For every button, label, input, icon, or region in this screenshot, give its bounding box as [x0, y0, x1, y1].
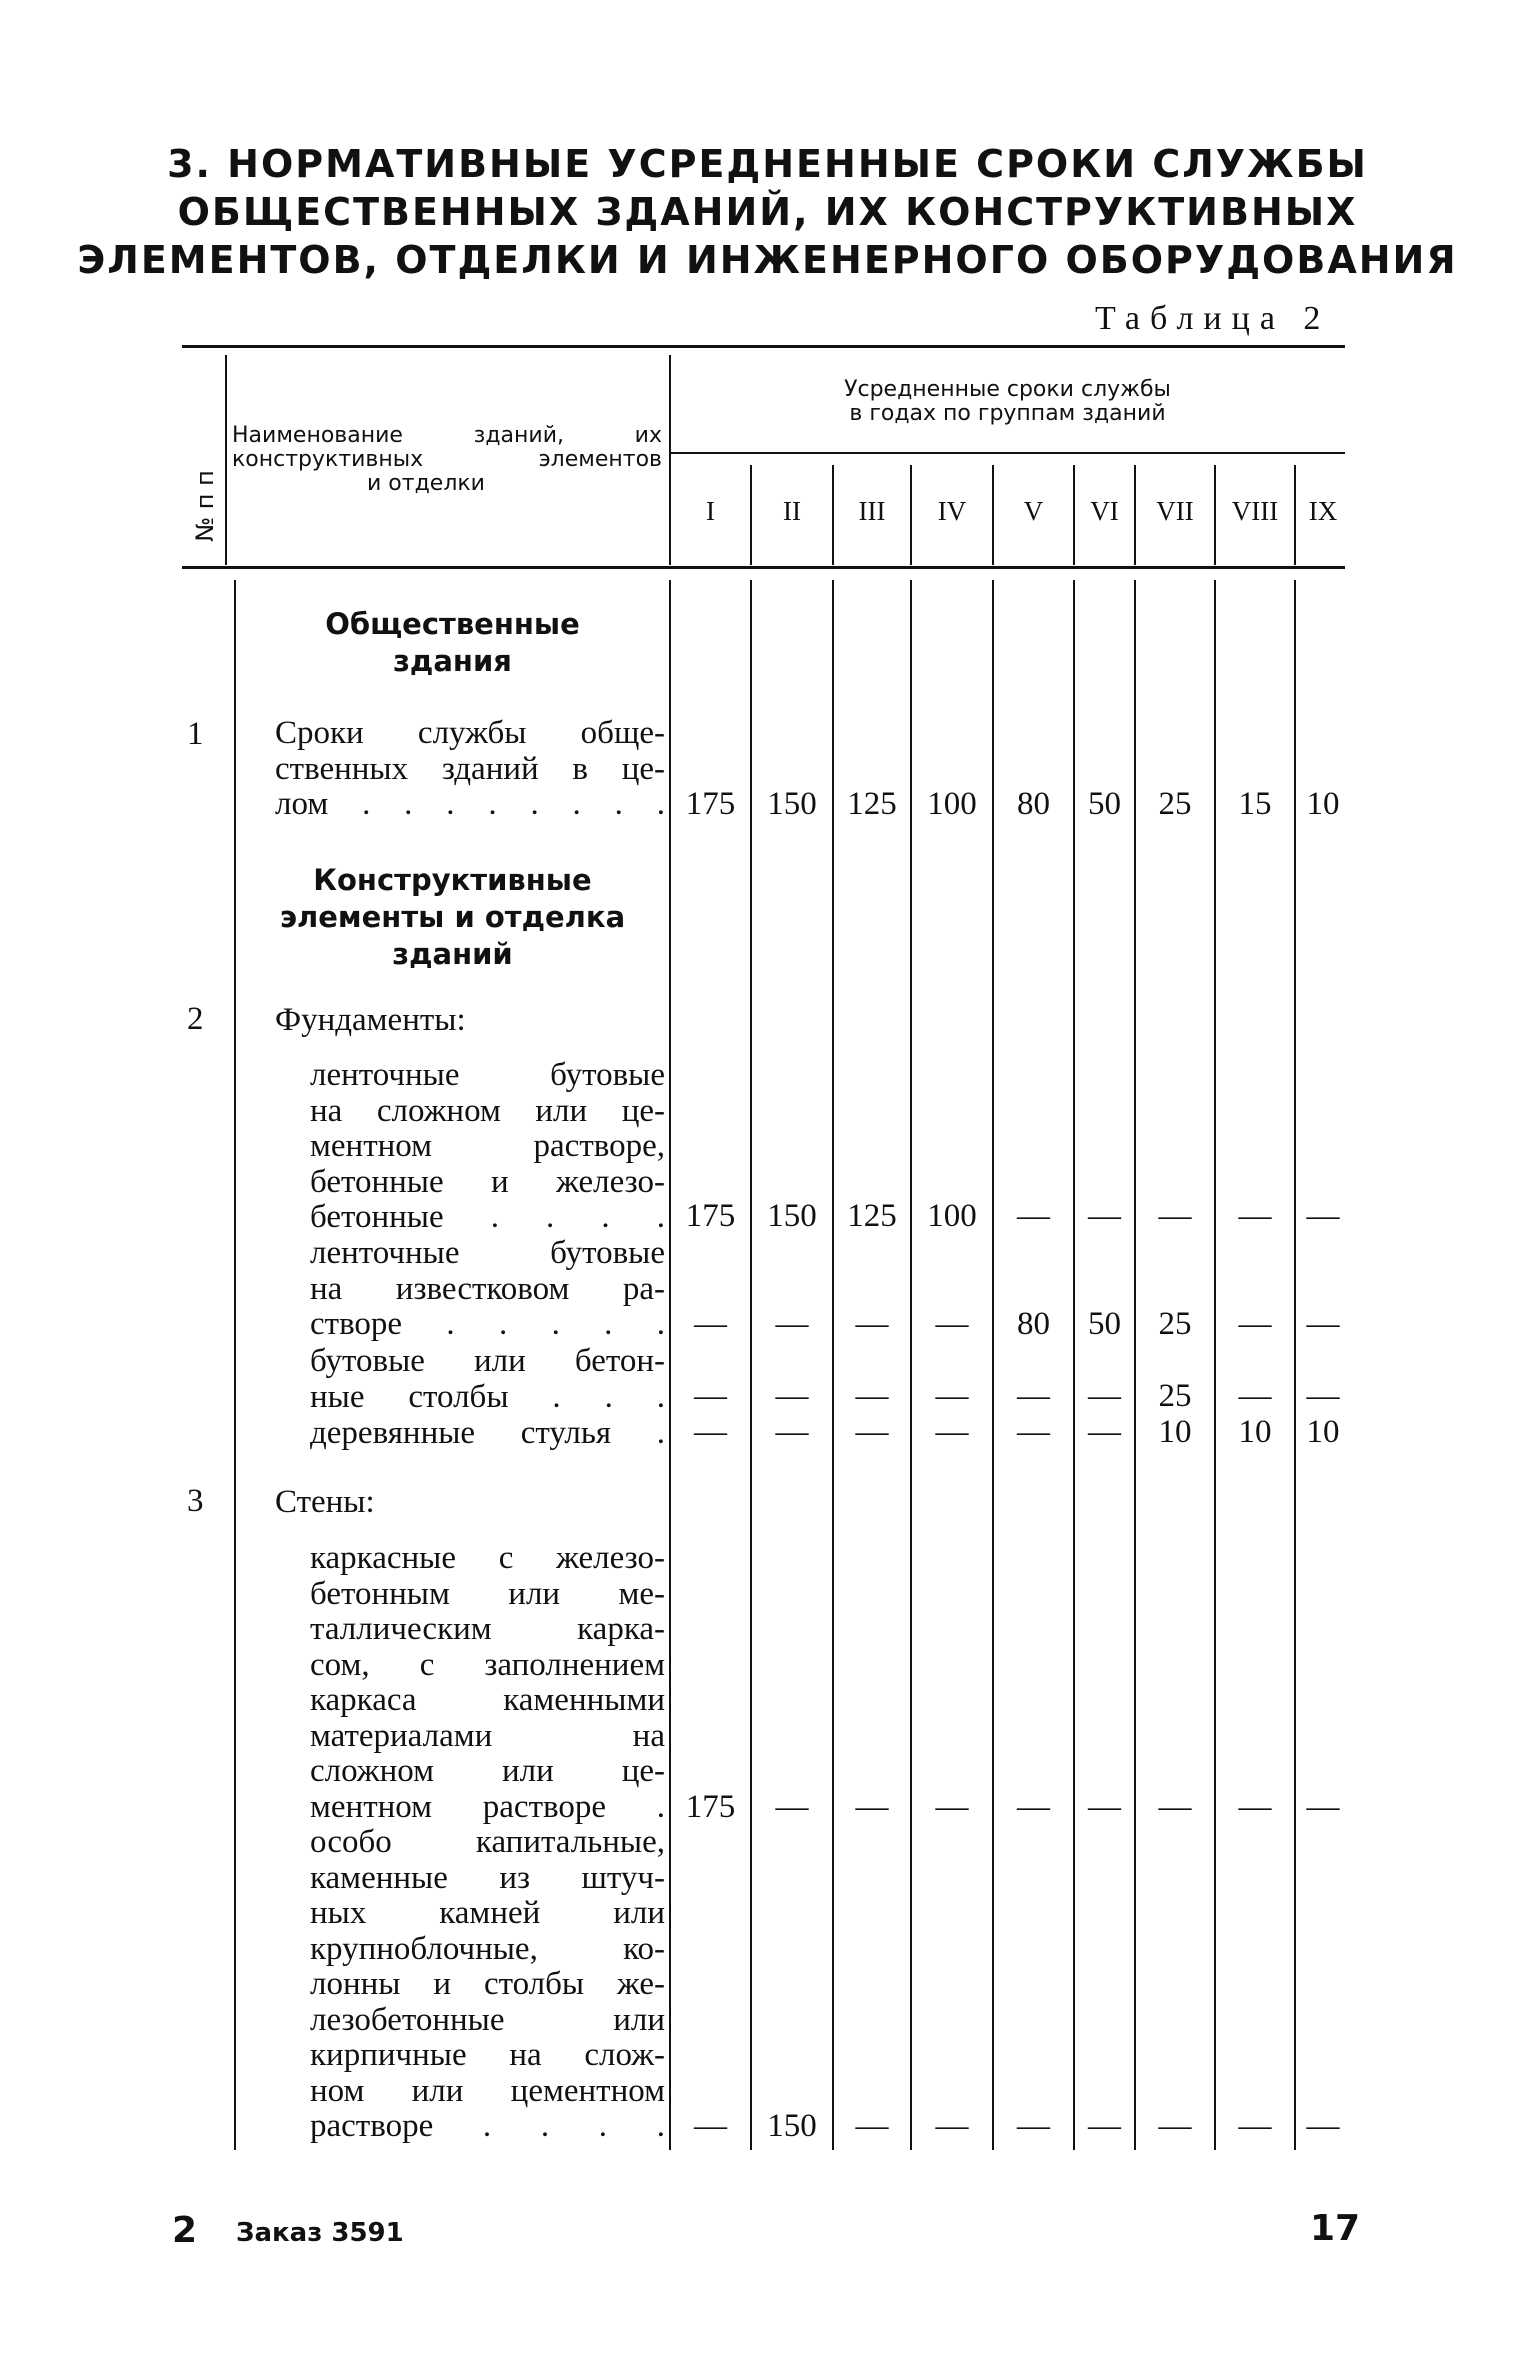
group-header-2: II	[783, 496, 801, 526]
row-2a-text	[310, 1058, 665, 1236]
value-cell: —	[855, 1306, 889, 1342]
value-cell: —	[694, 1306, 727, 1342]
value-cell: 100	[927, 1198, 977, 1234]
title-line-2: ОБЩЕСТВЕННЫХ ЗДАНИЙ, ИХ КОНСТРУКТИВНЫХ	[177, 190, 1358, 234]
text-line: сом, с заполнением	[310, 1646, 665, 1683]
group-header-8: VIII	[1231, 496, 1279, 526]
value-cell: —	[1017, 2108, 1050, 2144]
text-line: бетонные и железо-	[310, 1163, 665, 1200]
group-header-3: III	[858, 496, 886, 526]
value-cell: —	[1158, 1198, 1192, 1234]
value-cell: —	[855, 1378, 889, 1414]
body-divider-name	[234, 580, 236, 2150]
group-header-5: V	[1023, 496, 1044, 526]
page-number: 17	[1310, 2208, 1361, 2249]
section-line: Общественные	[325, 607, 580, 641]
text-line: створе . . . . .	[310, 1306, 665, 1342]
text-line: кирпичные на слож-	[310, 2037, 665, 2073]
value-cell: —	[694, 2108, 727, 2144]
group-header-6: VI	[1090, 496, 1119, 526]
value-cell: 15	[1238, 786, 1272, 822]
text-line: ментном растворе .	[310, 1788, 665, 1825]
text-line: ственных зданий в це-	[275, 750, 665, 787]
text-line: ном или цементном	[310, 2072, 665, 2109]
value-cell: —	[1017, 1414, 1050, 1450]
value-cell: 50	[1088, 1306, 1121, 1342]
header-group-rule	[670, 452, 1345, 454]
text-line: каменные из штуч-	[310, 1859, 665, 1896]
value-cell: 10	[1238, 1414, 1272, 1450]
value-cell: 25	[1158, 1306, 1192, 1342]
value-cell: 150	[767, 2108, 817, 2144]
header-divider-num	[225, 355, 227, 565]
value-cell: —	[935, 1414, 969, 1450]
text-line: крупноблочные, ко-	[310, 1930, 665, 1967]
value-cell: 10	[1306, 1414, 1340, 1450]
value-cell: —	[935, 1378, 969, 1414]
value-cell: —	[935, 2108, 969, 2144]
value-cell: —	[1306, 1789, 1340, 1825]
value-cell: 175	[685, 786, 736, 822]
table-top-rule	[182, 345, 1345, 348]
value-cell: —	[1238, 1789, 1272, 1825]
section-line: здания	[393, 644, 512, 678]
text-line: каркаса каменными	[310, 1682, 665, 1718]
header-name-col	[232, 424, 662, 496]
value-cell: 125	[847, 1198, 897, 1234]
header-bottom-rule	[182, 566, 1345, 569]
value-cell: —	[1306, 1378, 1340, 1414]
value-cell: —	[1238, 1378, 1272, 1414]
value-cell: 10	[1158, 1414, 1192, 1450]
value-cell: —	[1306, 2108, 1340, 2144]
value-cell: —	[1238, 1306, 1272, 1342]
text-line: ментном растворе,	[310, 1128, 665, 1164]
value-cell: 25	[1158, 786, 1192, 822]
row-2d-text	[310, 1416, 665, 1452]
section-structural-elements	[240, 862, 665, 973]
title-line-1: 3. НОРМАТИВНЫЕ УСРЕДНЕННЫЕ СРОКИ СЛУЖБЫ	[167, 142, 1368, 186]
value-cell: —	[1088, 1414, 1121, 1450]
value-cell: 100	[927, 786, 977, 822]
value-cell: —	[1017, 1198, 1050, 1234]
header-name-line: конструктивных элементов	[232, 447, 662, 472]
section-line: элементы и отделка	[279, 900, 626, 934]
value-cell: —	[1088, 1378, 1121, 1414]
value-cell: —	[1238, 1198, 1272, 1234]
value-cell: 150	[767, 786, 817, 822]
header-divider-name	[669, 355, 671, 565]
header-group-line: в годах по группам зданий	[849, 401, 1166, 426]
row-number-1: 1	[187, 716, 204, 752]
text-line: лом . . . . . . . .	[275, 786, 665, 822]
value-cell: —	[855, 2108, 889, 2144]
signature-mark: 2	[172, 2210, 198, 2251]
header-group-title	[680, 378, 1335, 426]
row-number-3: 3	[187, 1483, 204, 1519]
value-cell: —	[1088, 1789, 1121, 1825]
value-cell: —	[1088, 1198, 1121, 1234]
value-cell: —	[855, 1789, 889, 1825]
value-cell: —	[1017, 1789, 1050, 1825]
text-line: ленточные бутовые	[310, 1235, 665, 1271]
row-2c-text	[310, 1344, 665, 1415]
header-name-line: и отделки	[367, 471, 485, 496]
text-line: таллическим карка-	[310, 1611, 665, 1647]
value-cell: —	[775, 1378, 809, 1414]
section-public-buildings	[240, 606, 665, 680]
value-cell: —	[935, 1306, 969, 1342]
text-line: лонны и столбы же-	[310, 1966, 665, 2002]
text-line: бетонным или ме-	[310, 1575, 665, 1612]
value-cell: —	[935, 1789, 969, 1825]
header-num-col: № п п	[191, 470, 219, 542]
row-2b-text	[310, 1236, 665, 1343]
value-cell: 25	[1158, 1378, 1192, 1414]
row-number-2: 2	[187, 1001, 204, 1037]
value-cell: —	[1306, 1306, 1340, 1342]
value-cell: 175	[685, 1198, 736, 1234]
text-line: бутовые или бетон-	[310, 1343, 665, 1379]
header-name-line: Наименование зданий, их	[232, 423, 662, 448]
text-line: ных камней или	[310, 1895, 665, 1931]
text-line: растворе . . . .	[310, 2108, 665, 2144]
value-cell: 80	[1017, 1306, 1050, 1342]
section-line: Конструктивные	[313, 863, 592, 897]
section-line: зданий	[392, 937, 513, 971]
value-cell: —	[1088, 2108, 1121, 2144]
value-cell: —	[1306, 1198, 1340, 1234]
row-3b-text	[310, 1825, 665, 2145]
title-line-3: ЭЛЕМЕНТОВ, ОТДЕЛКИ И ИНЖЕНЕРНОГО ОБОРУДОВАНИЯ	[77, 238, 1458, 282]
text-line: ленточные бутовые	[310, 1057, 665, 1093]
text-line: на известковом ра-	[310, 1270, 665, 1307]
text-line: особо капитальные,	[310, 1824, 665, 1860]
value-cell: —	[775, 1306, 809, 1342]
value-cell: —	[775, 1414, 809, 1450]
text-line: лезобетонные или	[310, 2001, 665, 2038]
group-header-1: I	[706, 496, 715, 526]
value-cell: 175	[685, 1789, 736, 1825]
text-line: бетонные . . . .	[310, 1199, 665, 1235]
text-line: ные столбы . . .	[310, 1378, 665, 1415]
text-line: Сроки службы обще-	[275, 715, 665, 751]
value-cell: 150	[767, 1198, 817, 1234]
value-cell: —	[775, 1789, 809, 1825]
value-cell: —	[694, 1378, 727, 1414]
text-line: каркасные с железо-	[310, 1540, 665, 1576]
value-cell: —	[694, 1414, 727, 1450]
text-line: сложном или це-	[310, 1753, 665, 1789]
group-header-9: IX	[1308, 496, 1338, 526]
header-group-line: Усредненные сроки службы	[844, 377, 1171, 402]
row-title-walls: Стены:	[275, 1484, 375, 1520]
row-3a-text	[310, 1541, 665, 1825]
value-cell: —	[1017, 1378, 1050, 1414]
value-cell: 10	[1306, 786, 1340, 822]
value-cell: —	[855, 1414, 889, 1450]
text-line: деревянные стулья .	[310, 1415, 665, 1451]
value-cell: 125	[847, 786, 897, 822]
group-header-7: VII	[1156, 496, 1194, 526]
value-cell: —	[1158, 1789, 1192, 1825]
value-cell: —	[1158, 2108, 1192, 2144]
row-title-foundations: Фундаменты:	[275, 1002, 466, 1038]
text-line: на сложном или це-	[310, 1092, 665, 1129]
table-label: Таблица 2	[1095, 300, 1331, 337]
value-cell: —	[1238, 2108, 1272, 2144]
group-header-4: IV	[937, 496, 967, 526]
order-number: Заказ 3591	[236, 2218, 404, 2248]
value-cell: 80	[1017, 786, 1050, 822]
value-cell: 50	[1088, 786, 1121, 822]
text-line: материалами на	[310, 1717, 665, 1754]
row-1-text	[275, 716, 665, 823]
